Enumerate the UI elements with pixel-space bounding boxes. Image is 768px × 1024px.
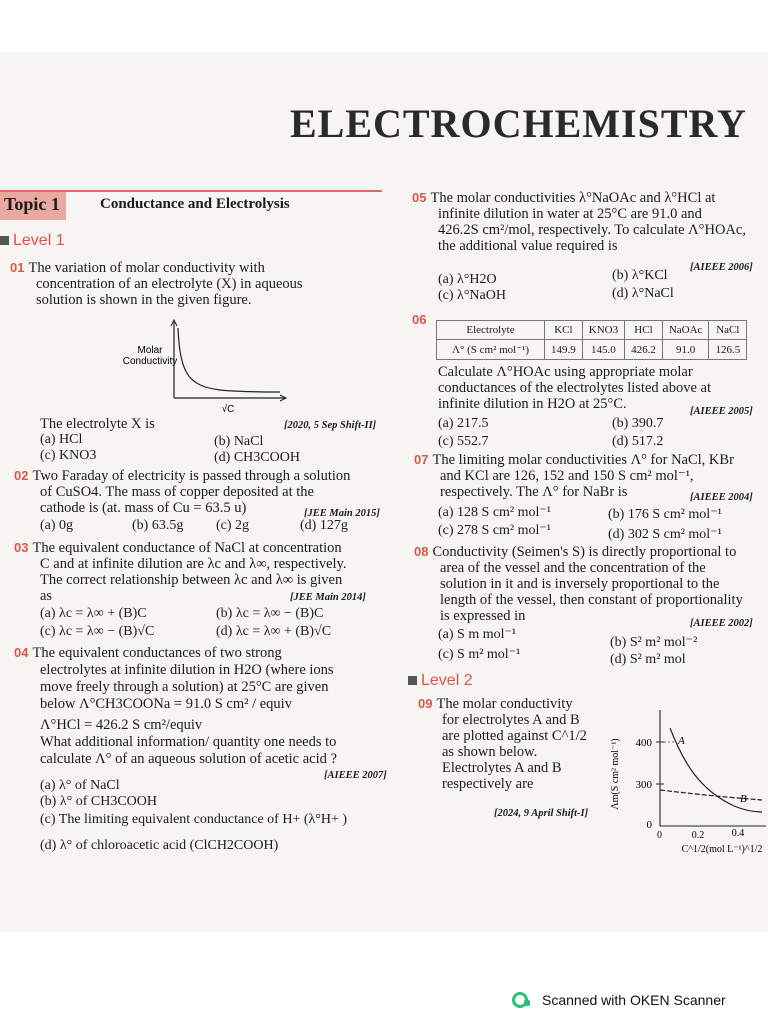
- level-square-icon: [0, 236, 9, 245]
- question-04: 04 The equivalent conductances of two strong electrolytes at infinite dilution in H2O (where ions move freely through a solution) at 25°C are given below Λ°CH3COONa = 91.0 S cm² / equiv Λ°HCl = 426.2 S cm²/equiv What additional information/ quantity one needs to calculate Λ° of an aqueous solution of acetic acid ?: [14, 645, 337, 767]
- q04-option-c[interactable]: (c) The limiting equivalent conductance of H+ (λ°H+ ): [40, 812, 348, 827]
- q05-option-d[interactable]: (d) λ°NaCl: [612, 286, 674, 301]
- q05-source: [AIEEE 2006]: [690, 262, 753, 273]
- table-cell: 91.0: [662, 340, 709, 360]
- scanner-watermark-text: Scanned with OKEN Scanner: [542, 992, 726, 1008]
- q04-option-b[interactable]: (b) λ° of CH3COOH: [40, 794, 157, 809]
- q02-source: [JEE Main 2015]: [304, 508, 380, 519]
- q09-graph-ylabel: Λm(S cm² mol⁻¹): [610, 738, 621, 810]
- question-05: 05 The molar conductivities λ°NaOAc and λ°HCl at infinite dilution in water at 25°C are 91.0 and 426.2S cm²/mol, respectively. To calculate Λ°HOAc, the additional value required is: [412, 190, 746, 254]
- conductivity-vs-concentration-graph: [604, 704, 768, 856]
- q06-option-b[interactable]: (b) 390.7: [612, 416, 664, 431]
- q06-number: 06: [412, 312, 427, 327]
- table-cell: Λ° (S cm² mol⁻¹): [437, 340, 545, 360]
- q02-option-a[interactable]: (a) 0g: [40, 518, 74, 533]
- q08-option-d[interactable]: (d) S² m² mol: [610, 652, 686, 667]
- q05-option-c[interactable]: (c) λ°NaOH: [438, 288, 506, 303]
- q07-option-d[interactable]: (d) 302 S cm² mol⁻¹: [608, 527, 722, 542]
- table-header-cell: HCl: [625, 321, 663, 340]
- graph-xlabel: √C: [221, 404, 235, 415]
- q06-option-a[interactable]: (a) 217.5: [438, 416, 489, 431]
- topic-header: [0, 190, 382, 220]
- q04-option-a[interactable]: (a) λ° of NaCl: [40, 778, 120, 793]
- q02-option-b[interactable]: (b) 63.5g: [132, 518, 184, 533]
- q05-option-a[interactable]: (a) λ°H2O: [438, 272, 497, 287]
- graph-ylabel-1: Molar: [137, 345, 163, 356]
- question-02: 02 Two Faraday of electricity is passed through a solution of CuSO4. The mass of copper deposited at the cathode is (at. mass of Cu = 63.5 u): [14, 468, 351, 516]
- oken-scanner-logo-icon: [512, 990, 532, 1010]
- q09-graph-xlabel: C^1/2(mol L⁻¹)^1/2: [681, 844, 763, 855]
- table-header-cell: Electrolyte: [437, 321, 545, 340]
- table-cell: 126.5: [709, 340, 747, 360]
- q01-option-d[interactable]: (d) CH3COOH: [214, 450, 300, 465]
- q07-source: [AIEEE 2004]: [690, 492, 753, 503]
- table-cell: 426.2: [625, 340, 663, 360]
- q07-option-c[interactable]: (c) 278 S cm² mol⁻¹: [438, 523, 551, 538]
- scanned-page: [0, 52, 768, 932]
- q04-source: [AIEEE 2007]: [324, 770, 387, 781]
- q08-option-a[interactable]: (a) S m mol⁻¹: [438, 627, 517, 642]
- q09-curve-a-label: A: [678, 735, 685, 747]
- graph-curve: [178, 328, 280, 392]
- q09-xtick-02: 0.2: [691, 830, 705, 841]
- question-09: 09 The molar conductivity for electrolytes A and B are plotted against C^1/2 as shown below. Electrolytes A and B respectively are: [418, 696, 587, 792]
- q02-option-d[interactable]: (d) 127g: [300, 518, 348, 533]
- q01-source: [2020, 5 Sep Shift-II]: [284, 420, 377, 431]
- q03-option-a[interactable]: (a) λc = λ∞ + (B)C: [40, 606, 147, 621]
- q09-xtick-04: 0.4: [731, 828, 745, 839]
- q08-option-b[interactable]: (b) S² m² mol⁻²: [610, 635, 698, 650]
- scanner-margin: [0, 932, 768, 1024]
- q03-source: [JEE Main 2014]: [290, 592, 366, 603]
- table-row: [437, 340, 747, 360]
- topic-label: Topic 1: [0, 192, 66, 220]
- q06-option-d[interactable]: (d) 517.2: [612, 434, 664, 449]
- q09-source: [2024, 9 April Shift-I]: [494, 808, 589, 819]
- question-03: 03 The equivalent conductance of NaCl at concentration C and at infinite dilution are λc and λ∞, respectively. The correct relationship between λc and λ∞ is given as: [14, 540, 347, 604]
- level-square-icon: [408, 676, 417, 685]
- q03-option-c[interactable]: (c) λc = λ∞ − (B)√C: [40, 624, 155, 639]
- q03-option-b[interactable]: (b) λc = λ∞ − (B)C: [216, 606, 324, 621]
- conductance-table: [436, 320, 747, 360]
- q09-curve-b-label: B: [740, 793, 747, 805]
- level-2-heading: Level 2: [408, 672, 473, 690]
- graph-ylabel-2: Conductivity: [122, 356, 178, 367]
- table-cell: 145.0: [582, 340, 624, 360]
- question-06: Calculate Λ°HOAc using appropriate molar conductances of the electrolytes listed above at infinite dilution in H2O at 25°C.: [438, 364, 711, 412]
- q09-ytick-400: 400: [635, 737, 652, 749]
- table-cell: 149.9: [545, 340, 583, 360]
- q07-option-a[interactable]: (a) 128 S cm² mol⁻¹: [438, 505, 551, 520]
- q09-ytick-0: 0: [646, 819, 652, 831]
- table-header-cell: KCl: [545, 321, 583, 340]
- q08-option-c[interactable]: (c) S m² mol⁻¹: [438, 647, 521, 662]
- molar-conductivity-graph: [110, 316, 290, 416]
- table-header-cell: KNO3: [582, 321, 624, 340]
- q09-xtick-0: 0: [657, 830, 662, 841]
- q05-option-b[interactable]: (b) λ°KCl: [612, 268, 668, 283]
- q01-option-a[interactable]: (a) HCl: [40, 432, 83, 447]
- level-1-heading: Level 1: [0, 232, 65, 250]
- q02-option-c[interactable]: (c) 2g: [216, 518, 250, 533]
- q07-option-b[interactable]: (b) 176 S cm² mol⁻¹: [608, 507, 722, 522]
- q01-stem: The electrolyte X is: [40, 416, 155, 432]
- q09-ytick-300: 300: [635, 779, 652, 791]
- q06-option-c[interactable]: (c) 552.7: [438, 434, 489, 449]
- q08-source: [AIEEE 2002]: [690, 618, 753, 629]
- scanner-watermark: [512, 990, 726, 1010]
- q01-option-c[interactable]: (c) KNO3: [40, 448, 97, 463]
- question-08: 08 Conductivity (Seimen's S) is directly proportional to area of the vessel and the concentration of the solution in it and is inversely proportional to the length of the vessel, then constant of proportionality is expressed in: [414, 544, 743, 624]
- q01-option-b[interactable]: (b) NaCl: [214, 434, 264, 449]
- question-07: 07 The limiting molar conductivities Λ° for NaCl, KBr and KCl are 126, 152 and 150 S cm² mol⁻¹, respectively. The Λ° for NaBr is: [414, 452, 734, 500]
- question-01: 01 The variation of molar conductivity with concentration of an electrolyte (X) in aqueous solution is shown in the given figure.: [10, 260, 303, 308]
- topic-name: Conductance and Electrolysis: [100, 196, 290, 212]
- q06-source: [AIEEE 2005]: [690, 406, 753, 417]
- q04-option-d[interactable]: (d) λ° of chloroacetic acid (ClCH2COOH): [40, 838, 279, 853]
- table-row: [437, 321, 747, 340]
- table-header-cell: NaCl: [709, 321, 747, 340]
- table-header-cell: NaOAc: [662, 321, 709, 340]
- q03-option-d[interactable]: (d) λc = λ∞ + (B)√C: [216, 624, 332, 639]
- page-title: ELECTROCHEMISTRY: [290, 101, 747, 146]
